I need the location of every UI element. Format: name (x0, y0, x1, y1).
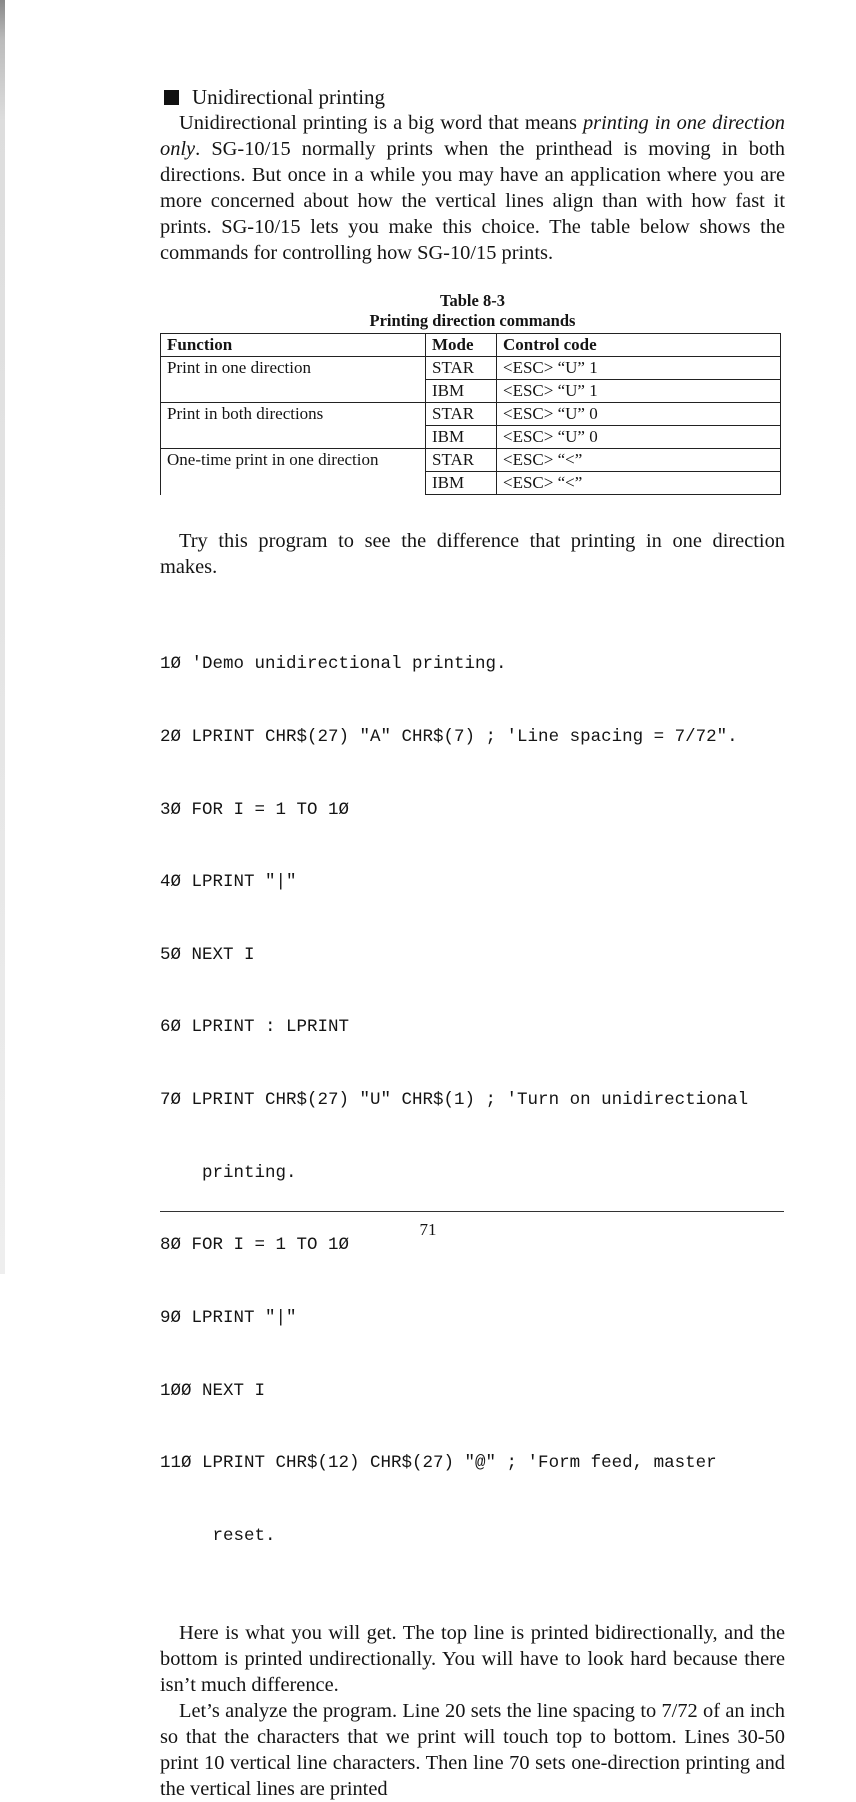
code-line: 11Ø LPRINT CHR$(12) CHR$(27) "@" ; 'Form feed, master (160, 1453, 717, 1474)
function-cell: One-time print in one direction (161, 449, 426, 495)
code-line: 9Ø LPRINT "|" (160, 1307, 297, 1328)
mode-cell: STAR (426, 403, 497, 426)
program-intro: Try this program to see the difference that printing in one direction makes. (160, 530, 785, 578)
mode-cell: STAR (426, 357, 497, 380)
code-line: 4Ø LPRINT "|" (160, 872, 297, 893)
function-cell: Print in one direction (161, 357, 426, 403)
control-code-cell: <ESC> “U” 1 (497, 380, 781, 403)
code-line: reset. (160, 1525, 276, 1546)
code-line: 2Ø LPRINT CHR$(27) "A" CHR$(7) ; 'Line spacing = 7/72". (160, 727, 738, 748)
control-code-cell: <ESC> “U” 1 (497, 357, 781, 380)
table-header-row (161, 334, 781, 357)
printing-direction-table (160, 333, 781, 495)
section-heading (160, 84, 785, 110)
analysis-paragraph: Let’s analyze the program. Line 20 sets the line spacing to 7/72 of an inch so that the characters that we print will touch top to bottom. Lines 30-50 print 10 vertical line characters. Then line 70 sets one-direction printing and the vertical lines are printed (160, 1700, 785, 1801)
table-row (161, 357, 781, 380)
mode-cell: STAR (426, 449, 497, 472)
table-row (161, 449, 781, 472)
table-subtitle: Printing direction commands (369, 311, 576, 330)
control-code-cell: <ESC> “U” 0 (497, 426, 781, 449)
control-code-cell: <ESC> “<” (497, 472, 781, 495)
text-run: Unidirectional printing is a big word that means (179, 112, 583, 134)
basic-program-listing (160, 604, 785, 1596)
code-line: 6Ø LPRINT : LPRINT (160, 1017, 350, 1038)
code-line: 8Ø FOR I = 1 TO 1Ø (160, 1235, 350, 1256)
code-line: 1Ø 'Demo unidirectional printing. (160, 654, 507, 675)
function-cell: Print in both directions (161, 403, 426, 449)
footer-rule (160, 1211, 784, 1212)
code-line: 5Ø NEXT I (160, 944, 255, 965)
header-function: Function (161, 334, 426, 357)
control-code-cell: <ESC> “<” (497, 449, 781, 472)
table-row (161, 403, 781, 426)
header-control-code: Control code (497, 334, 781, 357)
code-line: 1ØØ NEXT I (160, 1380, 266, 1401)
header-mode: Mode (426, 334, 497, 357)
mode-cell: IBM (426, 380, 497, 403)
page-scan-edge (0, 0, 5, 1274)
mode-cell: IBM (426, 472, 497, 495)
italic-phrase: printing in one direction only (160, 112, 785, 160)
page-number: 71 (419, 1220, 437, 1239)
code-line: 3Ø FOR I = 1 TO 1Ø (160, 799, 350, 820)
mode-cell: IBM (426, 426, 497, 449)
intro-paragraph (160, 110, 785, 266)
code-line: 7Ø LPRINT CHR$(27) "U" CHR$(1) ; 'Turn on unidirectional (160, 1090, 749, 1111)
result-paragraph: Here is what you will get. The top line is printed bidirectionally, and the bottom is printed undirectionally. You will have to look hard because there isn’t much difference. (160, 1622, 785, 1697)
control-code-cell: <ESC> “U” 0 (497, 403, 781, 426)
table-title: Table 8-3 (440, 291, 505, 310)
page-content (160, 84, 785, 1802)
code-line: printing. (160, 1162, 297, 1183)
section-heading-text: Unidirectional printing (192, 85, 386, 109)
text-run: . SG-10/15 normally prints when the printhead is moving in both directions. But once in a while you may have an application where you are more concerned about how the vertical lines align than with how fast it prints. SG-10/15 lets you make this choice. The table below shows the commands for controlling how SG-10/15 prints. (160, 138, 785, 264)
square-bullet-icon (164, 90, 179, 105)
